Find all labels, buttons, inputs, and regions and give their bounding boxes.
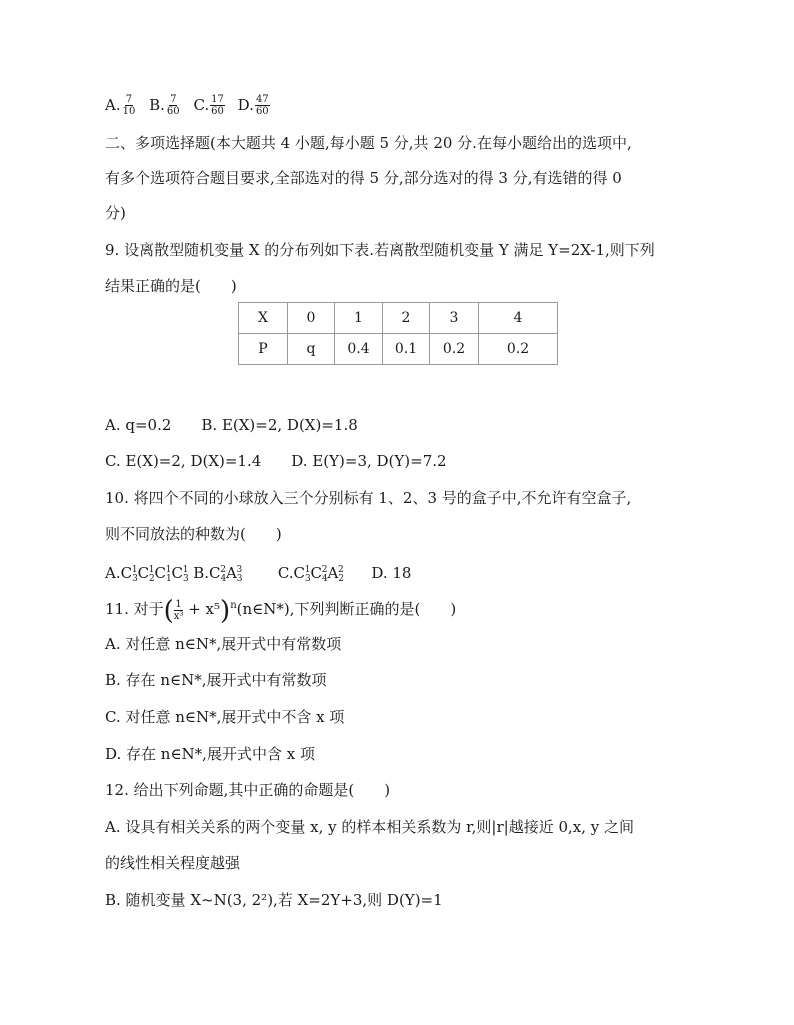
table-cell: 3: [430, 303, 479, 334]
table-row: [239, 334, 558, 365]
q10-option-a: $A.C_3^1C_2^1C_1^1C_3^1$: [105, 564, 189, 584]
table-cell: 1: [335, 303, 383, 334]
q11-option-a: A. 对任意 n∈N*,展开式中有常数项: [105, 635, 342, 653]
q8-option-d: D. $\frac{47}{60}$: [237, 94, 269, 117]
table-row: [239, 303, 558, 334]
table-cell: 4: [479, 303, 558, 334]
table-cell: X: [239, 303, 288, 334]
q8-option-a: A. $\frac{7}{10}$: [105, 94, 136, 117]
q9-stem-line2: 结果正确的是( ): [105, 277, 237, 295]
q11-prefix: 11. 对于: [105, 600, 164, 618]
q10-options: [105, 560, 411, 589]
distribution-table: [238, 302, 558, 365]
q10-stem-line1: 10. 将四个不同的小球放入三个分别标有 1、2、3 号的盒子中,不允许有空盒子,: [105, 489, 632, 507]
q11-fraction: $\frac{1}{\text{x³}}$: [173, 598, 184, 622]
table-cell: 0.2: [479, 334, 558, 365]
q11-plus-term: + x⁵: [188, 600, 221, 618]
table-cell: 2: [383, 303, 430, 334]
table-cell: 0.2: [430, 334, 479, 365]
q12-option-b: B. 随机变量 X~N(3, 2²),若 X=2Y+3,则 D(Y)=1: [105, 891, 443, 909]
q11-suffix: (n∈N*),下列判断正确的是( ): [236, 600, 457, 618]
q8-option-c: C. $\frac{17}{60}$: [193, 94, 224, 117]
section2-line2: 有多个选项符合题目要求,全部选对的得 5 分,部分选对的得 3 分,有选错的得 0: [105, 169, 622, 187]
q10-stem-line2: 则不同放法的种数为( ): [105, 525, 282, 543]
q8-options: [105, 94, 278, 117]
q11-option-c: C. 对任意 n∈N*,展开式中不含 x 项: [105, 708, 345, 726]
q12-option-a-line1: A. 设具有相关关系的两个变量 x, y 的样本相关系数为 r,则|r|越接近 0,x, y 之间: [105, 818, 635, 836]
q11-stem: 11. 对于( $\frac{1}{\text{x³}}$ + x⁵)$^n$(n∈N*),下列判断正确的是( ): [105, 596, 457, 626]
table-cell: 0: [288, 303, 335, 334]
table-cell: 0.1: [383, 334, 430, 365]
section2-line3: 分): [105, 204, 126, 222]
table-cell: P: [239, 334, 288, 365]
section2-line1: 二、多项选择题(本大题共 4 小题,每小题 5 分,共 20 分.在每小题给出的选项中,: [105, 134, 632, 152]
q12-stem: 12. 给出下列命题,其中正确的命题是( ): [105, 781, 391, 799]
q9-stem-line1: 9. 设离散型随机变量 X 的分布列如下表.若离散型随机变量 Y 满足 Y=2X-1,则下列: [105, 241, 655, 259]
q10-option-c: $C.C_3^1C_4^2A_2^2$: [277, 564, 345, 584]
q9-options-line1: A. q=0.2 B. E(X)=2, D(X)=1.8: [105, 416, 358, 434]
table-cell: 0.4: [335, 334, 383, 365]
table-cell: q: [288, 334, 335, 365]
q10-option-d: D. 18: [371, 564, 412, 582]
q10-option-b: $B.C_4^2A_3^3$: [193, 564, 243, 584]
q12-option-a-line2: 的线性相关程度越强: [105, 854, 241, 872]
q11-exponent: n: [230, 600, 237, 611]
q8-option-b: B. $\frac{7}{60}$: [149, 94, 180, 117]
q11-option-d: D. 存在 n∈N*,展开式中含 x 项: [105, 745, 315, 763]
q11-option-b: B. 存在 n∈N*,展开式中有常数项: [105, 671, 327, 689]
q9-options-line2: C. E(X)=2, D(X)=1.4 D. E(Y)=3, D(Y)=7.2: [105, 452, 447, 470]
